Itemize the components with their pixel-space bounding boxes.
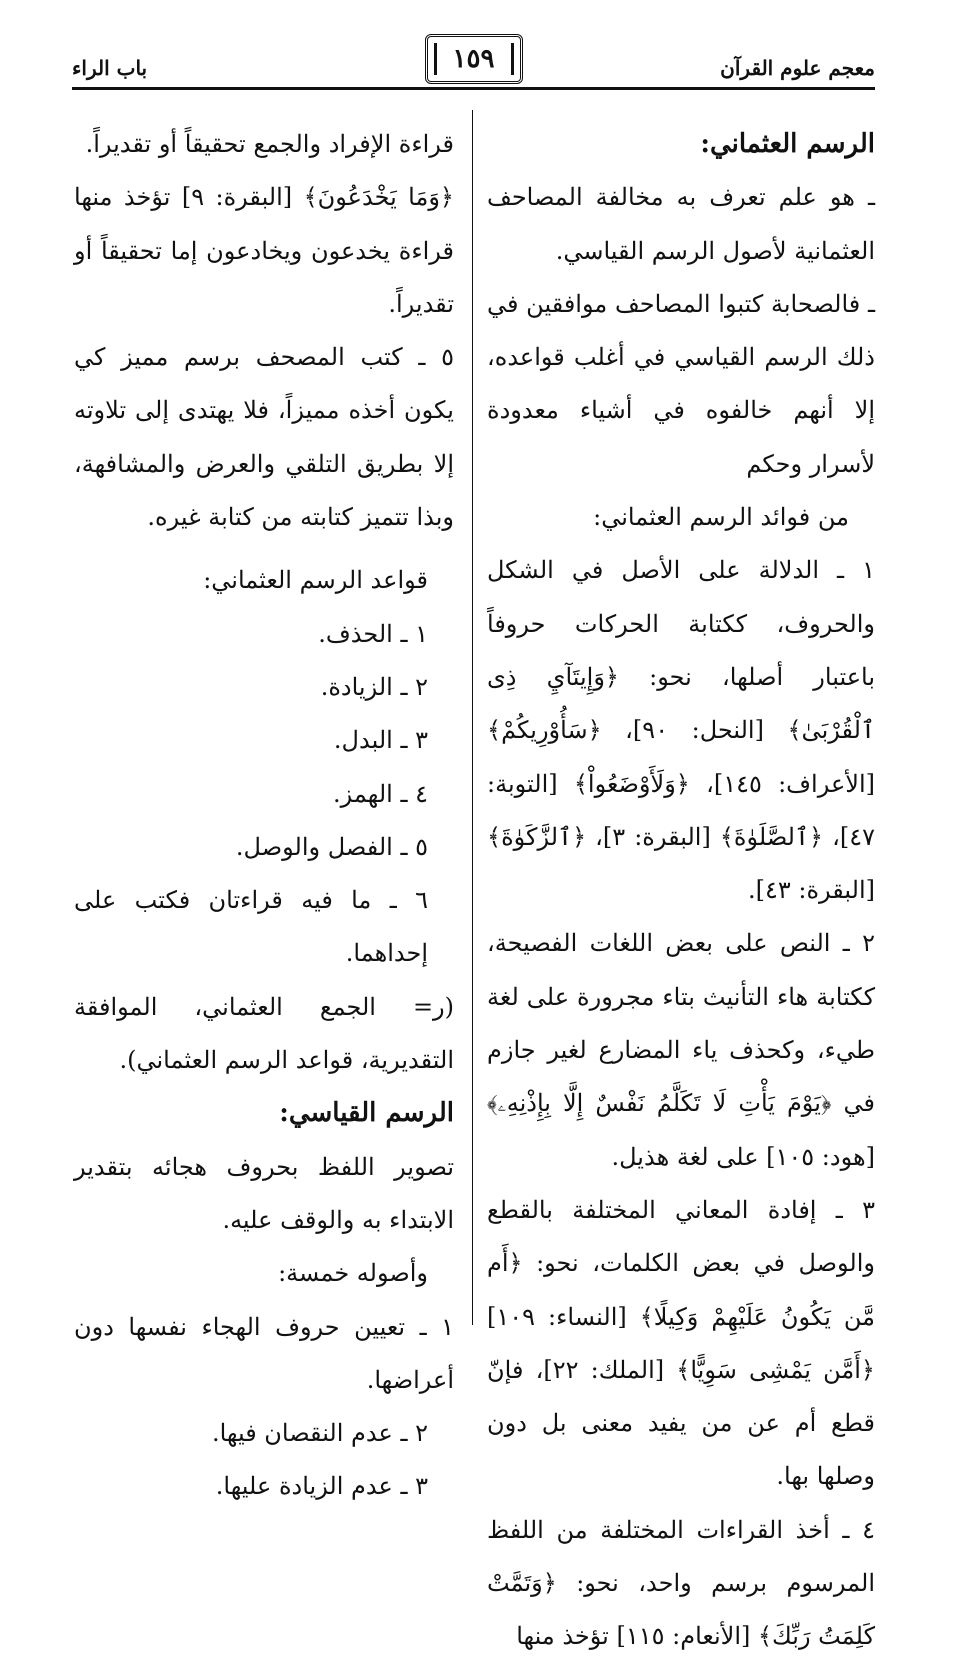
- cross-reference: (ر= الجمع العثماني، الموافقة التقديرية، قواعد الرسم العثماني).: [74, 992, 454, 1075]
- book-title: معجم علوم القرآن: [720, 56, 875, 80]
- paragraph: ١ ـ الدلالة على الأصل في الشكل والحروف، ككتابة الحركات حروفاً باعتبار أصلها، نحو: ﴿وَإِيتَآيِ ذِى ٱلْقُرْبَىٰ﴾ [النحل: ٩٠]، ﴿سَأُوْرِيكُمْ﴾ [الأعراف: ١٤٥]، ﴿وَلَأَوْضَعُواْ﴾ [التوبة: ٤٧]، ﴿ٱلصَّلَوٰةَ﴾ [البقرة: ٣]، ﴿ٱلزَّكَوٰةَ﴾ [البقرة: ٤٣].: [487, 556, 876, 905]
- subheading-benefits: من فوائد الرسم العثماني:: [593, 503, 849, 532]
- list-item: ٦ ـ ما فيه قراءتان فكتب على إحداهما.: [74, 886, 428, 968]
- paragraph: ـ فالصحابة كتبوا المصاحف موافقين في ذلك الرسم القياسي في أغلب قواعده، إلا أنهم خالفوه في أشياء معدودة لأسرار وحكم: [487, 289, 875, 478]
- section-heading-uthmani-script: الرسم العثماني:: [700, 129, 875, 159]
- left-column: [74, 118, 454, 1514]
- list-item: ١ ـ الحذف.: [318, 619, 428, 648]
- paragraph: تصوير اللفظ بحروف هجائه بتقدير الابتداء به والوقف عليه.: [74, 1152, 454, 1234]
- right-column: [487, 118, 875, 1664]
- section-heading-standard-script: الرسم القياسي:: [279, 1098, 454, 1129]
- header-rule: [72, 87, 875, 90]
- paragraph: ٥ ـ كتب المصحف برسم مميز كي يكون أخذه مميزاً، فلا يهتدى إلى تلاوته إلا بطريق التلقي والعرض والمشافهة، وبذا تتميز كتابته من كتابة غيره.: [74, 343, 454, 532]
- list-item: ٥ ـ الفصل والوصل.: [235, 832, 428, 861]
- chapter-title: باب الراء: [72, 56, 148, 80]
- page-header: [72, 34, 875, 90]
- column-divider: [472, 110, 473, 1325]
- paragraph: ﴿وَمَا يَخْدَعُونَ﴾ [البقرة: ٩] تؤخذ منها قراءة يخدعون ويخادعون إما تحقيقاً أو تقديراً.: [74, 183, 454, 318]
- subheading-principles: وأصوله خمسة:: [278, 1259, 428, 1288]
- list-item: ٣ ـ عدم الزيادة عليها.: [215, 1472, 428, 1501]
- subheading-rules: قواعد الرسم العثماني:: [203, 566, 428, 595]
- paragraph: ٤ ـ أخذ القراءات المختلفة من اللفظ المرسوم برسم واحد، نحو: ﴿وَتَمَّتْ كَلِمَتُ رَبِّكَ﴾ [الأنعام: ١١٥] تؤخذ منها: [487, 1515, 875, 1651]
- list-item: ٢ ـ عدم النقصان فيها.: [211, 1419, 428, 1448]
- list-item: ٤ ـ الهمز.: [333, 779, 428, 808]
- list-item: ٣ ـ البدل.: [333, 726, 428, 755]
- list-item: ١ ـ تعيين حروف الهجاء نفسها دون أعراضها.: [74, 1312, 454, 1394]
- paragraph: ٣ ـ إفادة المعاني المختلفة بالقطع والوصل في بعض الكلمات، نحو: ﴿أَم مَّن يَكُونُ عَلَيْهِمْ وَكِيلًا﴾ [النساء: ١٠٩] ﴿أَمَّن يَمْشِى سَوِيًّا﴾ [الملك: ٢٢]، فإنّ قطع أم عن من يفيد معنى بل دون وصلها بها.: [487, 1195, 875, 1491]
- paragraph: ـ هو علم تعرف به مخالفة المصاحف العثمانية لأصول الرسم القياسي.: [487, 183, 875, 265]
- paragraph: ٢ ـ النص على بعض اللغات الفصيحة، ككتابة هاء التأنيث بتاء مجرورة على لغة طيء، وكحذف ياء المضارع لغير جازم في ﴿يَوْمَ يَأْتِ لَا تَكَلَّمُ نَفْسٌ إِلَّا بِإِذْنِهِۦ﴾ [هود: ١٠٥] على لغة هذيل.: [487, 929, 875, 1171]
- page-number: ١٥٩: [425, 34, 523, 84]
- paragraph: قراءة الإفراد والجمع تحقيقاً أو تقديراً.: [85, 130, 454, 158]
- list-item: ٢ ـ الزيادة.: [320, 672, 428, 701]
